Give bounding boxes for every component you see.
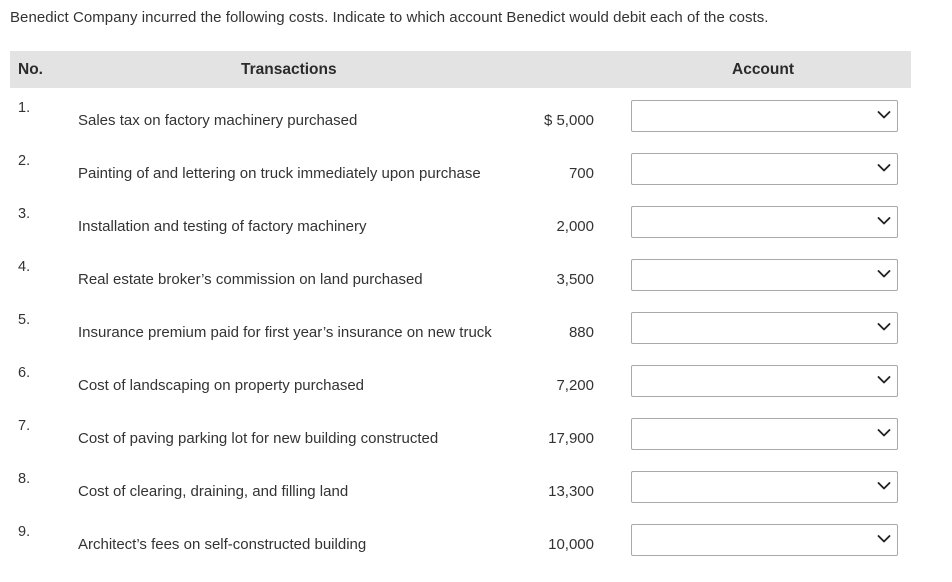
transaction-description: Painting of and lettering on truck immediately upon purchase [78,165,481,182]
transaction-amount: 17,900 [548,430,594,447]
transaction-description: Cost of paving parking lot for new building constructed [78,430,439,447]
chevron-down-icon [877,163,891,173]
row-number: 3. [18,206,31,222]
table-row [0,100,952,153]
header-account: Account [732,61,794,78]
question-prompt: Benedict Company incurred the following costs. Indicate to which account Benedict would debit each of the costs. [10,9,769,26]
account-dropdown[interactable] [631,206,898,238]
row-number: 7. [18,418,31,434]
table-row [0,471,952,524]
transaction-description: Architect’s fees on self-constructed building [78,536,367,553]
row-number: 2. [18,153,31,169]
row-number: 6. [18,365,31,381]
row-number: 8. [18,471,31,487]
chevron-down-icon [877,428,891,438]
transaction-description: Cost of clearing, draining, and filling land [78,483,349,500]
transaction-amount: 3,500 [556,271,594,288]
account-dropdown[interactable] [631,418,898,450]
transaction-amount: 7,200 [556,377,594,394]
header-transactions: Transactions [241,61,337,78]
table-row [0,206,952,259]
row-number: 4. [18,259,31,275]
transaction-amount: 880 [568,324,594,341]
chevron-down-icon [877,481,891,491]
transaction-amount: $ 5,000 [543,112,594,129]
table-row [0,365,952,418]
account-dropdown[interactable] [631,259,898,291]
chevron-down-icon [877,216,891,226]
transaction-amount: 13,300 [548,483,594,500]
header-no: No. [18,61,43,78]
account-dropdown[interactable] [631,100,898,132]
row-number: 1. [18,100,31,116]
chevron-down-icon [877,322,891,332]
account-dropdown[interactable] [631,153,898,185]
table-row [0,312,952,365]
chevron-down-icon [877,110,891,120]
transaction-description: Installation and testing of factory machinery [78,218,367,235]
account-dropdown[interactable] [631,312,898,344]
transaction-amount: 10,000 [548,536,594,553]
transaction-amount: 700 [568,165,594,182]
chevron-down-icon [877,375,891,385]
chevron-down-icon [877,534,891,544]
table-row [0,153,952,206]
transaction-description: Cost of landscaping on property purchased [78,377,365,394]
row-number: 9. [18,524,31,540]
chevron-down-icon [877,269,891,279]
account-dropdown[interactable] [631,365,898,397]
table-row [0,524,952,577]
table-row [0,259,952,312]
transaction-description: Sales tax on factory machinery purchased [78,112,358,129]
transaction-amount: 2,000 [556,218,594,235]
table-row [0,418,952,471]
transaction-description: Insurance premium paid for first year’s insurance on new truck [78,324,492,341]
account-dropdown[interactable] [631,524,898,556]
table-header [10,51,911,88]
transaction-description: Real estate broker’s commission on land purchased [78,271,423,288]
row-number: 5. [18,312,31,328]
account-dropdown[interactable] [631,471,898,503]
